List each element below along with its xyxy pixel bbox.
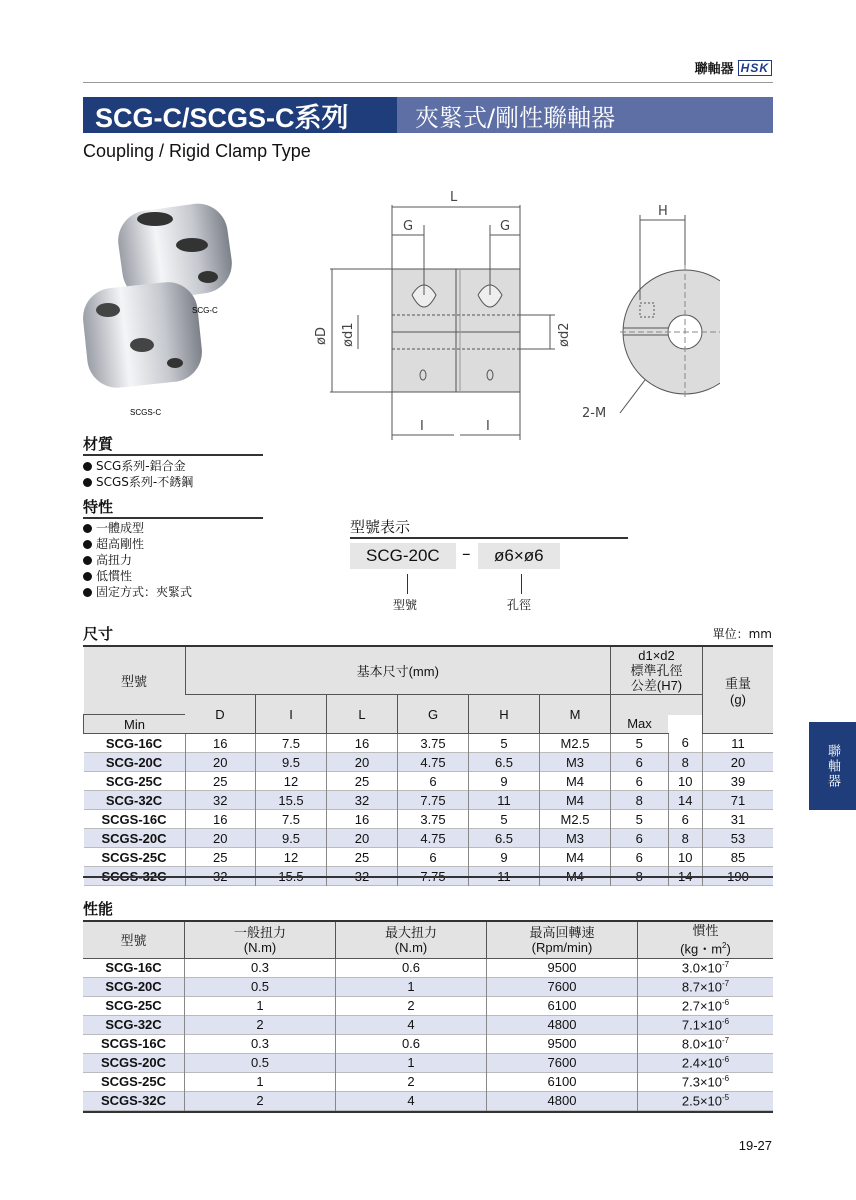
table-row: [84, 810, 774, 829]
bullet-icon: [83, 478, 92, 487]
table-cell: 25: [327, 848, 398, 867]
table-row: [83, 977, 773, 996]
table-cell: 4800: [487, 1091, 638, 1110]
table-cell: M3: [540, 829, 611, 848]
table-cell: 16: [327, 810, 398, 829]
features-list: [83, 520, 192, 600]
col-min: Min: [84, 715, 186, 734]
table-cell: 6.5: [469, 753, 540, 772]
table-cell: 7.5: [256, 734, 327, 753]
table-cell: 16: [185, 810, 256, 829]
feature-item: 一體成型: [83, 520, 192, 536]
model-cell: SCG-25C: [105, 773, 163, 789]
table-row: [83, 1091, 773, 1110]
table-cell: 16: [185, 734, 256, 753]
photo-label-scg: SCG-C: [192, 306, 218, 315]
table-cell: 4: [336, 1091, 487, 1110]
table-cell: M2.5: [540, 734, 611, 753]
table-row: [83, 1072, 773, 1091]
table-row: [84, 829, 774, 848]
table-cell: 20: [185, 829, 256, 848]
model-code-heading: 型號表示: [350, 518, 411, 536]
table-cell: 31: [703, 810, 774, 829]
table-row: [84, 848, 774, 867]
table-cell: 3.75: [398, 734, 469, 753]
feature-item: 高扭力: [83, 552, 192, 568]
dim-L: L: [450, 190, 458, 205]
table-cell: 4.75: [398, 829, 469, 848]
table-cell: 14: [668, 791, 703, 810]
col-I: I: [256, 695, 327, 734]
perf-table-bottom-rule: [83, 1111, 773, 1113]
table-row: [83, 1015, 773, 1034]
product-photos: [80, 185, 270, 415]
performance-heading: 性能: [83, 900, 114, 918]
table-cell: 9500: [487, 958, 638, 977]
table-cell: 10: [668, 772, 703, 791]
table-cell: 85: [703, 848, 774, 867]
material-heading: 材質: [83, 435, 114, 453]
bore-label: 孔徑: [507, 598, 532, 612]
model-code-bore: ø6×ø6: [478, 543, 560, 569]
brand-logo: HSK: [738, 60, 772, 76]
table-cell: 8: [611, 791, 669, 810]
table-row: [83, 1034, 773, 1053]
table-cell: M4: [540, 772, 611, 791]
table-cell: 6: [611, 848, 669, 867]
table-cell: 1: [185, 996, 336, 1015]
table-cell: 7.75: [398, 791, 469, 810]
table-row: [84, 753, 774, 772]
table-row: [83, 1053, 773, 1072]
table-cell: 5: [611, 734, 669, 753]
dim-M: 2-M: [582, 406, 607, 421]
table-cell: 8: [668, 753, 703, 772]
photo-label-scgs: SCGS-C: [130, 408, 162, 415]
model-cell: SCGS-32C: [83, 1091, 185, 1110]
inertia-cell: $2.5\times 10^{-5}$: [638, 1091, 774, 1110]
table-cell: 9500: [487, 1034, 638, 1053]
table-cell: 7600: [487, 977, 638, 996]
dim-d2: ød2: [557, 322, 572, 347]
table-cell: 25: [185, 772, 256, 791]
side-tab: 聯軸器: [809, 722, 856, 810]
unit-label: 單位：mm: [712, 627, 772, 641]
table-cell: 4: [336, 1015, 487, 1034]
table-cell: 32: [327, 791, 398, 810]
table-cell: 0.5: [185, 977, 336, 996]
product-name: 夾緊式/剛性聯軸器: [397, 97, 773, 133]
inertia-cell: $8.7\times 10^{-7}$: [638, 977, 774, 996]
table-row: [84, 772, 774, 791]
model-cell: SCG-16C: [105, 960, 162, 975]
table-cell: 20: [703, 753, 774, 772]
col-D: D: [185, 695, 256, 734]
table-cell: M2.5: [540, 810, 611, 829]
series-title: SCG-C/SCGS-C系列: [83, 97, 397, 133]
inertia-cell: $8.0\times 10^{-7}$: [638, 1034, 774, 1053]
bullet-icon: [83, 588, 92, 597]
table-cell: 25: [327, 772, 398, 791]
table-cell: 6.5: [469, 829, 540, 848]
table-row: [84, 791, 774, 810]
inertia-cell: $2.7\times 10^{-6}$: [638, 996, 774, 1015]
table-cell: 7600: [487, 1053, 638, 1072]
table-cell: 9: [469, 848, 540, 867]
model-cell: SCGS-16C: [100, 1036, 167, 1051]
table-cell: 6: [611, 829, 669, 848]
inertia-cell: $3.0\times 10^{-7}$: [638, 958, 774, 977]
model-cell: SCG-32C: [84, 791, 186, 810]
bore-pointer: [521, 574, 522, 594]
model-cell: SCGS-20C: [83, 1053, 185, 1072]
model-code-dash: –: [462, 544, 471, 564]
table-cell: 8: [668, 829, 703, 848]
material-rule: [83, 454, 263, 456]
table-cell: M3: [540, 753, 611, 772]
model-cell: SCG-20C: [84, 753, 186, 772]
table-cell: 6: [668, 734, 703, 753]
table-cell: 3.75: [398, 810, 469, 829]
table-cell: 11: [703, 734, 774, 753]
header-category: [695, 58, 772, 77]
bullet-icon: [83, 462, 92, 471]
dimensions-heading: 尺寸: [83, 625, 114, 643]
table-cell: 2: [336, 996, 487, 1015]
col-G: G: [398, 695, 469, 734]
table-cell: 10: [668, 848, 703, 867]
table-row: [84, 734, 774, 753]
col-basic-dims: 基本尺寸(mm): [185, 647, 611, 695]
technical-drawing: [300, 185, 720, 450]
bullet-icon: [83, 572, 92, 581]
table-cell: 20: [327, 829, 398, 848]
table-cell: 15.5: [256, 791, 327, 810]
dimensions-table: [83, 647, 773, 886]
table-cell: 2: [185, 1091, 336, 1110]
model-cell: SCG-25C: [105, 998, 162, 1013]
inertia-cell: $2.4\times 10^{-6}$: [638, 1053, 774, 1072]
bullet-icon: [83, 524, 92, 533]
dim-H: H: [658, 204, 668, 219]
table-cell: 6: [398, 848, 469, 867]
dim-d1: ød1: [341, 322, 356, 347]
table-row: [83, 958, 773, 977]
subtitle: Coupling / Rigid Clamp Type: [83, 141, 311, 161]
model-code-rule: [350, 537, 628, 539]
table-cell: 0.6: [336, 1034, 487, 1053]
feature-item: 超高剛性: [83, 536, 192, 552]
header-divider: [83, 82, 773, 83]
inertia-cell: $7.1\times 10^{-6}$: [638, 1015, 774, 1034]
table-cell: 7.5: [256, 810, 327, 829]
col-bore: d1×d2 標準孔徑 公差(H7): [611, 647, 703, 695]
category-label: 聯軸器: [694, 62, 734, 77]
table-cell: 5: [469, 734, 540, 753]
col-M: M: [540, 695, 611, 734]
page-number: 19-27: [738, 1138, 772, 1153]
features-rule: [83, 517, 263, 519]
inertia-cell: $7.3\times 10^{-6}$: [638, 1072, 774, 1091]
table-cell: 4.75: [398, 753, 469, 772]
col-L: L: [327, 695, 398, 734]
material-item: SCG系列-鋁合金: [83, 458, 193, 474]
table-cell: 0.3: [185, 958, 336, 977]
table-cell: M4: [540, 791, 611, 810]
table-cell: 9.5: [256, 829, 327, 848]
table-cell: 4800: [487, 1015, 638, 1034]
model-cell: SCGS-20C: [84, 829, 186, 848]
table-cell: 9: [469, 772, 540, 791]
table-cell: 1: [336, 1053, 487, 1072]
table-cell: 0.6: [336, 958, 487, 977]
table-cell: 1: [185, 1072, 336, 1091]
table-cell: 0.3: [185, 1034, 336, 1053]
table-cell: 12: [256, 848, 327, 867]
table-cell: 6100: [487, 1072, 638, 1091]
table-cell: 20: [327, 753, 398, 772]
table-cell: 20: [185, 753, 256, 772]
model-label: 型號: [393, 598, 418, 612]
table-cell: 11: [469, 791, 540, 810]
table-cell: 25: [185, 848, 256, 867]
table-cell: 9.5: [256, 753, 327, 772]
model-cell: SCG-32C: [83, 1015, 185, 1034]
dim-I-right: I: [486, 419, 490, 434]
material-item: SCGS系列-不銹鋼: [83, 474, 193, 490]
perf-col-inertia: 慣性 (kg・$m^2$): [638, 922, 774, 958]
perf-col-max-torque: 最大扭力 (N.m): [336, 922, 487, 958]
material-list: [83, 458, 193, 490]
scgs-c-photo: [80, 279, 205, 390]
table-cell: 2: [185, 1015, 336, 1034]
table-cell: M4: [540, 848, 611, 867]
dim-table-bottom-rule: [83, 876, 773, 878]
table-cell: 12: [256, 772, 327, 791]
table-cell: 6: [668, 810, 703, 829]
col-max: Max: [611, 715, 669, 734]
table-cell: 2: [336, 1072, 487, 1091]
dim-D: øD: [314, 327, 329, 345]
dim-G-left: G: [403, 219, 414, 234]
col-H: H: [469, 695, 540, 734]
col-weight: 重量 (g): [703, 647, 774, 734]
table-cell: 6: [398, 772, 469, 791]
table-cell: 32: [185, 791, 256, 810]
table-cell: 5: [611, 810, 669, 829]
dim-I-left: I: [420, 419, 424, 434]
perf-col-model: 型號: [83, 922, 185, 958]
model-cell: SCGS-16C: [101, 811, 167, 827]
table-cell: 39: [703, 772, 774, 791]
model-cell: SCG-16C: [105, 735, 163, 751]
bullet-icon: [83, 556, 92, 565]
table-cell: 0.5: [185, 1053, 336, 1072]
table-cell: 6: [611, 772, 669, 791]
title-bar: [83, 97, 773, 133]
table-row: [83, 996, 773, 1015]
perf-col-torque: 一般扭力 (N.m): [185, 922, 336, 958]
table-cell: 1: [336, 977, 487, 996]
table-cell: 6: [611, 753, 669, 772]
features-heading: 特性: [83, 498, 114, 516]
table-cell: 71: [703, 791, 774, 810]
model-cell: SCGS-25C: [101, 849, 167, 865]
feature-item: 低慣性: [83, 568, 192, 584]
perf-col-speed: 最高回轉速 (Rpm/min): [487, 922, 638, 958]
model-cell: SCGS-25C: [100, 1074, 167, 1089]
table-cell: 5: [469, 810, 540, 829]
model-cell: SCG-20C: [83, 977, 185, 996]
model-pointer: [407, 574, 408, 594]
bullet-icon: [83, 540, 92, 549]
table-cell: 16: [327, 734, 398, 753]
model-code-model: SCG-20C: [350, 543, 456, 569]
feature-item: 固定方式：夾緊式: [83, 584, 192, 600]
performance-table: [83, 922, 773, 1111]
dim-G-right: G: [500, 219, 511, 234]
table-cell: 53: [703, 829, 774, 848]
col-model: 型號: [84, 647, 186, 715]
table-cell: 6100: [487, 996, 638, 1015]
